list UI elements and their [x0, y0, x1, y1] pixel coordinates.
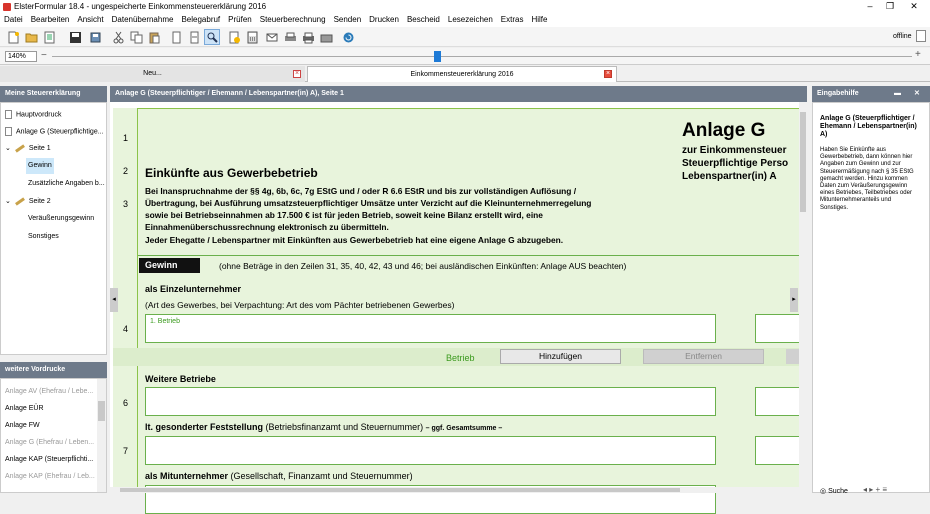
- cut-icon[interactable]: [110, 29, 126, 45]
- row-number: 7: [122, 446, 128, 456]
- amount-input[interactable]: [755, 314, 800, 343]
- pen-icon: [15, 197, 25, 205]
- feststellung-label: lt. gesonderter Feststellung (Betriebsfinanzamt und Steuernummer) – ggf. Gesamtsumme –: [145, 422, 503, 432]
- offline-status: offline: [893, 33, 912, 40]
- weitere-input[interactable]: [145, 387, 716, 416]
- help-search[interactable]: ◎ Suche: [820, 488, 848, 495]
- menu-senden[interactable]: Senden: [333, 15, 362, 24]
- collapse-right-icon[interactable]: ▸: [790, 288, 798, 312]
- menu-pruefen[interactable]: Prüfen: [228, 15, 252, 24]
- print-preview-icon[interactable]: [282, 29, 298, 45]
- copy-icon[interactable]: [128, 29, 144, 45]
- menu-datenuebernahme[interactable]: Datenübernahme: [111, 15, 174, 24]
- weitere-vordrucke-list: [0, 378, 107, 493]
- tree-item-seite-2[interactable]: ⌄ Seite 2: [5, 198, 51, 205]
- help-panel: [812, 102, 930, 493]
- list-item[interactable]: Anlage KAP (Ehefrau / Leb...: [5, 473, 95, 480]
- paste-icon[interactable]: [146, 29, 162, 45]
- list-item[interactable]: Anlage EÜR: [5, 405, 44, 412]
- help-nav-icons[interactable]: ◂ ▸ + ≡: [863, 485, 888, 494]
- anlage-subtitle: Lebenspartner(in) A: [682, 171, 777, 182]
- menu-steuerberechnung[interactable]: Steuerberechnung: [259, 15, 326, 24]
- minimize-panel-icon[interactable]: ▬: [894, 90, 901, 97]
- close-window-icon[interactable]: ✕: [910, 1, 918, 11]
- intro-text: Bei Inanspruchnahme der §§ 4g, 6b, 6c, 7g EStG und / oder R 6.6 EStR und bis zur vollständigen Auflösung /: [145, 186, 577, 196]
- title-bar: [0, 0, 930, 13]
- tree-item-veraeusserungsgewinn[interactable]: Veräußerungsgewinn: [28, 215, 95, 222]
- gewinn-note: (ohne Beträge in den Zeilen 31, 35, 40, 42, 43 und 46; bei ausländischen Einkünften: Anlage AUS beachten): [219, 261, 627, 271]
- list-item[interactable]: Anlage FW: [5, 422, 40, 429]
- list-item[interactable]: Anlage AV (Ehefrau / Lebe...: [5, 388, 94, 395]
- page-icon[interactable]: [168, 29, 184, 45]
- zoom-in-icon[interactable]: +: [915, 49, 921, 60]
- tree-item-gewinn[interactable]: Gewinn: [26, 158, 54, 174]
- zoom-bar: [0, 48, 930, 65]
- menu-bescheid[interactable]: Bescheid: [406, 15, 440, 24]
- help-panel-header: Eingabehilfe ▬ ✕: [812, 86, 930, 102]
- row-number: 4: [122, 324, 128, 334]
- form-header: Anlage G (Steuerpflichtiger / Ehemann / Lebenspartner(in) A), Seite 1: [110, 86, 807, 102]
- zoom-slider-handle[interactable]: [434, 51, 441, 62]
- help-body: Haben Sie Einkünfte aus Gewerbebetrieb, dann können hier Angaben zum Gewinn und zur Steuerermäßigung nach § 35 EStG gemacht werden. Hinzu kommen Daten zum Veräußerungsgewinn eines Betriebes, Teilbetriebes oder Mitunternehmeranteils und Sonstiges.: [820, 147, 914, 211]
- scrollbar[interactable]: [97, 379, 106, 492]
- intro-text: Jeder Ehegatte / Lebenspartner mit Einkünften aus Gewerbebetrieb hat eine eigene Anlage G abzugeben.: [145, 235, 564, 245]
- document-icon: [5, 110, 12, 119]
- menu-drucken[interactable]: Drucken: [369, 15, 399, 24]
- menu-lesezeichen[interactable]: Lesezeichen: [447, 15, 493, 24]
- zoom-slider-track[interactable]: [52, 56, 912, 57]
- zoom-select[interactable]: 140%: [5, 51, 37, 62]
- gewinn-badge: Gewinn: [139, 258, 200, 273]
- tree-item-anlage-g[interactable]: Anlage G (Steuerpflichtige...: [5, 127, 104, 136]
- save-icon[interactable]: [67, 29, 83, 45]
- add-button[interactable]: Hinzufügen: [500, 349, 621, 364]
- offline-toggle-icon[interactable]: [916, 30, 926, 42]
- betrieb-label: Betrieb: [446, 353, 475, 363]
- einzel-label: als Einzelunternehmer: [145, 284, 242, 294]
- expand-chevron-icon[interactable]: ⌄: [5, 198, 11, 205]
- row-number: 1: [122, 133, 128, 143]
- einzel-note: (Art des Gewerbes, bei Verpachtung: Art des vom Pächter betriebenen Gewerbes): [145, 300, 455, 310]
- remove-button[interactable]: Entfernen: [643, 349, 764, 364]
- calculator-icon[interactable]: [244, 29, 260, 45]
- expand-chevron-icon[interactable]: ⌄: [5, 145, 11, 152]
- tab-close-icon[interactable]: ×: [294, 70, 300, 77]
- gewerbe-input[interactable]: 1. Betrieb: [145, 314, 716, 343]
- tab-label: Einkommensteuererklärung 2016: [410, 71, 514, 78]
- extra-button[interactable]: [786, 349, 800, 364]
- new-file-icon[interactable]: [5, 29, 21, 45]
- fax-icon[interactable]: [318, 29, 334, 45]
- tree-item-sonstiges[interactable]: Sonstiges: [28, 233, 59, 240]
- tree-item-hauptvordruck[interactable]: Hauptvordruck: [5, 110, 62, 119]
- divider: [138, 255, 800, 256]
- app-icon: [3, 3, 11, 11]
- row-number: 2: [122, 166, 128, 176]
- anlage-title: Anlage G: [682, 120, 766, 141]
- form-horizontal-scrollbar[interactable]: [110, 487, 807, 493]
- help-title: Anlage G (Steuerpflichtiger / Ehemann / Lebenspartner(in) A): [820, 115, 917, 138]
- maximize-icon[interactable]: ❐: [885, 1, 895, 11]
- tab-neu[interactable]: [0, 66, 305, 82]
- tab-close-icon[interactable]: ×: [605, 70, 611, 77]
- intro-text: Einnahmenüberschussrechnung elektronisch zu übermitteln.: [145, 222, 389, 232]
- tab-label: Neu...: [143, 70, 162, 77]
- menu-bearbeiten[interactable]: Bearbeiten: [30, 15, 70, 24]
- close-panel-icon[interactable]: ✕: [914, 90, 920, 97]
- list-item[interactable]: Anlage KAP (Steuerpflichti...: [5, 456, 94, 463]
- print-icon[interactable]: [300, 29, 316, 45]
- update-icon[interactable]: [340, 29, 356, 45]
- left-panel-header: Meine Steuererklärung: [0, 86, 107, 102]
- row-number: 6: [122, 398, 128, 408]
- tree-item-seite-1[interactable]: ⌄ Seite 1: [5, 145, 51, 152]
- section-title: Einkünfte aus Gewerbebetrieb: [145, 166, 318, 180]
- binoculars-icon: ◎: [820, 488, 827, 495]
- list-icon[interactable]: [41, 29, 57, 45]
- amount-input[interactable]: [755, 436, 800, 465]
- tab-einkommensteuer[interactable]: [307, 66, 617, 82]
- navigation-tree: [0, 102, 107, 355]
- save-as-icon[interactable]: [87, 29, 103, 45]
- form-vertical-scrollbar[interactable]: [799, 102, 807, 487]
- search-icon[interactable]: [204, 29, 220, 45]
- mitunternehmer-label: als Mitunternehmer (Gesellschaft, Finanzamt und Steuernummer): [145, 471, 413, 481]
- menu-extras[interactable]: Extras: [500, 15, 524, 24]
- document-tabs: [0, 66, 930, 82]
- list-item[interactable]: Anlage G (Ehefrau / Leben...: [5, 439, 95, 446]
- anlage-subtitle: Steuerpflichtige Perso: [682, 158, 789, 169]
- open-folder-icon[interactable]: [23, 29, 39, 45]
- row-number: 3: [122, 199, 128, 209]
- send-icon[interactable]: [264, 29, 280, 45]
- intro-text: sowie bei Betriebseinnahmen ab 17.500 € ist für jeden Betrieb, soweit keine Bilanz erstellt wird, eine: [145, 210, 543, 220]
- page-lines-icon[interactable]: [186, 29, 202, 45]
- intro-text: Übertragung, bei Ausführung umsatzsteuerpflichtiger Umsätze unter Verzicht auf die Kleinunternehmerregelung: [145, 198, 592, 208]
- menu-belegabruf[interactable]: Belegabruf: [181, 15, 221, 24]
- toolbar: [0, 27, 930, 47]
- tree-item-zusaetzliche[interactable]: Zusätzliche Angaben b...: [28, 180, 105, 187]
- pen-icon: [15, 144, 25, 152]
- check-icon[interactable]: [226, 29, 242, 45]
- weitere-label: Weitere Betriebe: [145, 374, 216, 384]
- minimize-icon[interactable]: –: [867, 1, 873, 11]
- menu-datei[interactable]: Datei: [4, 15, 23, 24]
- anlage-subtitle: zur Einkommensteuer: [682, 145, 787, 156]
- amount-input[interactable]: [755, 387, 800, 416]
- menu-hilfe[interactable]: Hilfe: [531, 15, 548, 24]
- weitere-vordrucke-header: weitere Vordrucke: [0, 362, 107, 378]
- feststellung-input[interactable]: [145, 436, 716, 465]
- window-title: ElsterFormular 18.4 - ungespeicherte Einkommensteuererklärung 2016: [14, 2, 267, 11]
- document-icon: [5, 127, 12, 136]
- menu-ansicht[interactable]: Ansicht: [77, 15, 104, 24]
- zoom-out-icon[interactable]: −: [41, 50, 47, 61]
- collapse-left-icon[interactable]: ◂: [110, 288, 118, 312]
- menu-bar: [0, 13, 930, 27]
